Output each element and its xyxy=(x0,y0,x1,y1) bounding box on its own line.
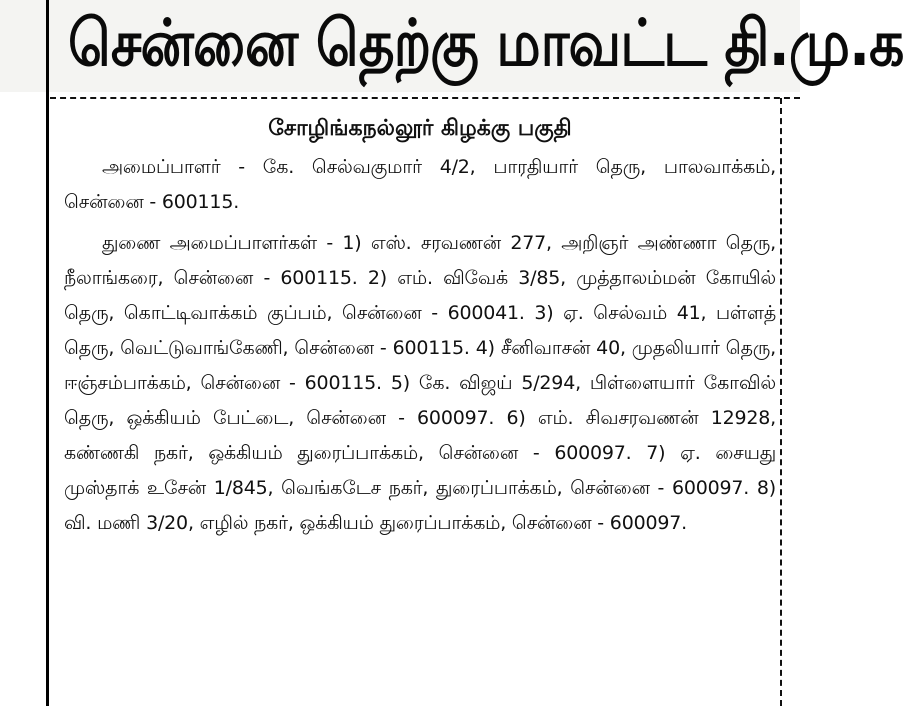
masthead xyxy=(0,0,903,92)
article-section xyxy=(64,112,776,541)
left-column-rule xyxy=(46,0,49,706)
section-heading: சோழிங்கநல்லூர் கிழக்கு பகுதி xyxy=(268,116,572,141)
dashed-border-top xyxy=(50,97,800,99)
deputy-organizers-paragraph: துணை அமைப்பாளர்கள் - 1) எஸ். சரவணன் 277, அறிஞர் அண்ணா தெரு, நீலாங்கரை, சென்னை - 600115. 2) எம். விவேக் 3/85, முத்தாலம்மன் கோயில் தெரு, கொட்டிவாக்கம் குப்பம், சென்னை - 600041. 3) ஏ. செல்வம் 41, பள்ளத் தெரு, வெட்டுவாங்கேணி, சென்னை - 600115. 4) சீனிவாசன் 40, முதலியார் தெரு, ஈஞ்சம்பாக்கம், சென்னை - 600115. 5) கே. விஜய் 5/294, பிள்ளையார் கோவில் தெரு, ஒக்கியம் பேட்டை, சென்னை - 600097. 6) எம். சிவசரவணன் 12928, கண்ணகி நகர், ஒக்கியம் துரைப்பாக்கம், சென்னை - 600097. 7) ஏ. சையது முஸ்தாக் உசேன் 1/845, வெங்கடேச நகர், துரைப்பாக்கம், சென்னை - 600097. 8) வி. மணி 3/20, எழில் நகர், ஒக்கியம் துரைப்பாக்கம், சென்னை - 600097. xyxy=(64,232,776,534)
organizer-paragraph: அமைப்பாளர் - கே. செல்வகுமார் 4/2, பாரதியார் தெரு, பாலவாக்கம், சென்னை - 600115. xyxy=(64,156,776,213)
masthead-title: சென்னை தெற்கு மாவட்ட தி.மு.க xyxy=(68,7,903,81)
dashed-border-right xyxy=(780,98,782,706)
